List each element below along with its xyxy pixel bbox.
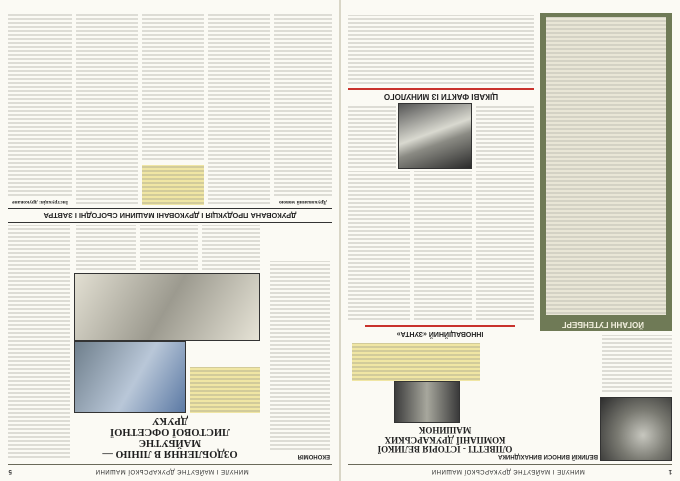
- olivetti-col-5: [348, 105, 396, 169]
- gutenberg-portrait: [600, 397, 672, 461]
- olivetti-col-1: [476, 171, 534, 321]
- sub-head-left: Друкований мовою: [279, 199, 328, 205]
- founder-portrait: [398, 103, 472, 169]
- facts-rule: [348, 88, 534, 90]
- running-head-left-text: МИНУЛЕ І МАЙБУТНЄ ДРУКАРСЬКОЇ МАШИНИ: [431, 468, 585, 474]
- olivetti-title-line3: МАШИНОК: [418, 425, 472, 436]
- main-title-line1: ОЗДОБЛЕННЯ В ЛІНІЮ — МАЙБУТНЄ: [102, 436, 238, 459]
- innovation-box-rule: [365, 325, 515, 327]
- printing-machine-photo-2: [74, 273, 260, 341]
- lower-highlight-box: [142, 165, 204, 205]
- lower-col-3: [142, 13, 204, 161]
- gutenberg-intro-text: [602, 335, 672, 393]
- main-title-line2: ЛИСТОВОЇ ОФСЕТНОЇ: [110, 425, 230, 437]
- lower-col-1: [274, 13, 332, 197]
- folio-left: 1: [668, 468, 672, 474]
- running-head-right-text: МИНУЛЕ І МАЙБУТНЄ ДРУКАРСЬКОЇ МАШИНИ: [95, 468, 249, 474]
- olivetti-highlight-box: [352, 343, 480, 381]
- main-col-1: [202, 225, 260, 271]
- facts-text: [348, 15, 534, 85]
- facts-title: ЦІКАВІ ФАКТИ ІЗ МИНУЛОГО: [383, 92, 499, 101]
- olivetti-col-3: [348, 171, 410, 321]
- innovation-box-title: ІННОВАЦІЙНИЙ «ЗУНТА»: [396, 330, 484, 337]
- gutenberg-column-text: [546, 17, 666, 315]
- lower-col-5: [8, 13, 72, 197]
- main-col-2: [140, 225, 198, 271]
- side-column-text: [270, 261, 330, 451]
- olivetti-title-line2: КОМПАНІЇ ДРУКАРСЬКИХ: [384, 434, 506, 445]
- sub-head-right: Інструкція: друковане: [12, 199, 68, 205]
- headline-rule-bottom: [8, 208, 332, 209]
- lower-col-4: [76, 13, 138, 205]
- olivetti-col-2: [414, 171, 472, 321]
- banner-title: ВЕЛИКІЙ ВИНОСИ ВИНАХІДНИКА: [497, 453, 598, 459]
- side-head: ЕКОНОМІЯ: [297, 453, 330, 459]
- main-title: [80, 415, 260, 459]
- olivetti-col-4: [476, 105, 534, 169]
- printing-machine-photo-1: [74, 341, 186, 413]
- main-title-line3: ДРУКУ: [151, 414, 189, 426]
- running-head-right: [8, 464, 332, 477]
- lower-headline: ДРУКОВАНА ПРОДУКЦІЯ І ДРУКОВАНІ МАШИНИ СЬОГОДНІ І ЗАВТРА: [43, 211, 297, 220]
- olivetti-title: [350, 425, 540, 453]
- gutenberg-column-title: ЙОГАНН ГУТЕНБЕРГ: [561, 320, 645, 329]
- typewriter-photo: [394, 381, 460, 423]
- main-col-3: [76, 225, 136, 271]
- left-page: [340, 0, 680, 481]
- yellow-intro-box: [190, 367, 260, 413]
- lower-col-2: [208, 13, 270, 205]
- folio-right: 5: [8, 468, 12, 474]
- olivetti-title-line1: ОЛІВЕТТІ - ІСТОРІЯ ВЕЛИКОЇ: [377, 444, 513, 454]
- running-head-left: [348, 464, 672, 477]
- headline-rule-top: [8, 222, 332, 223]
- right-edge-column: [8, 225, 70, 459]
